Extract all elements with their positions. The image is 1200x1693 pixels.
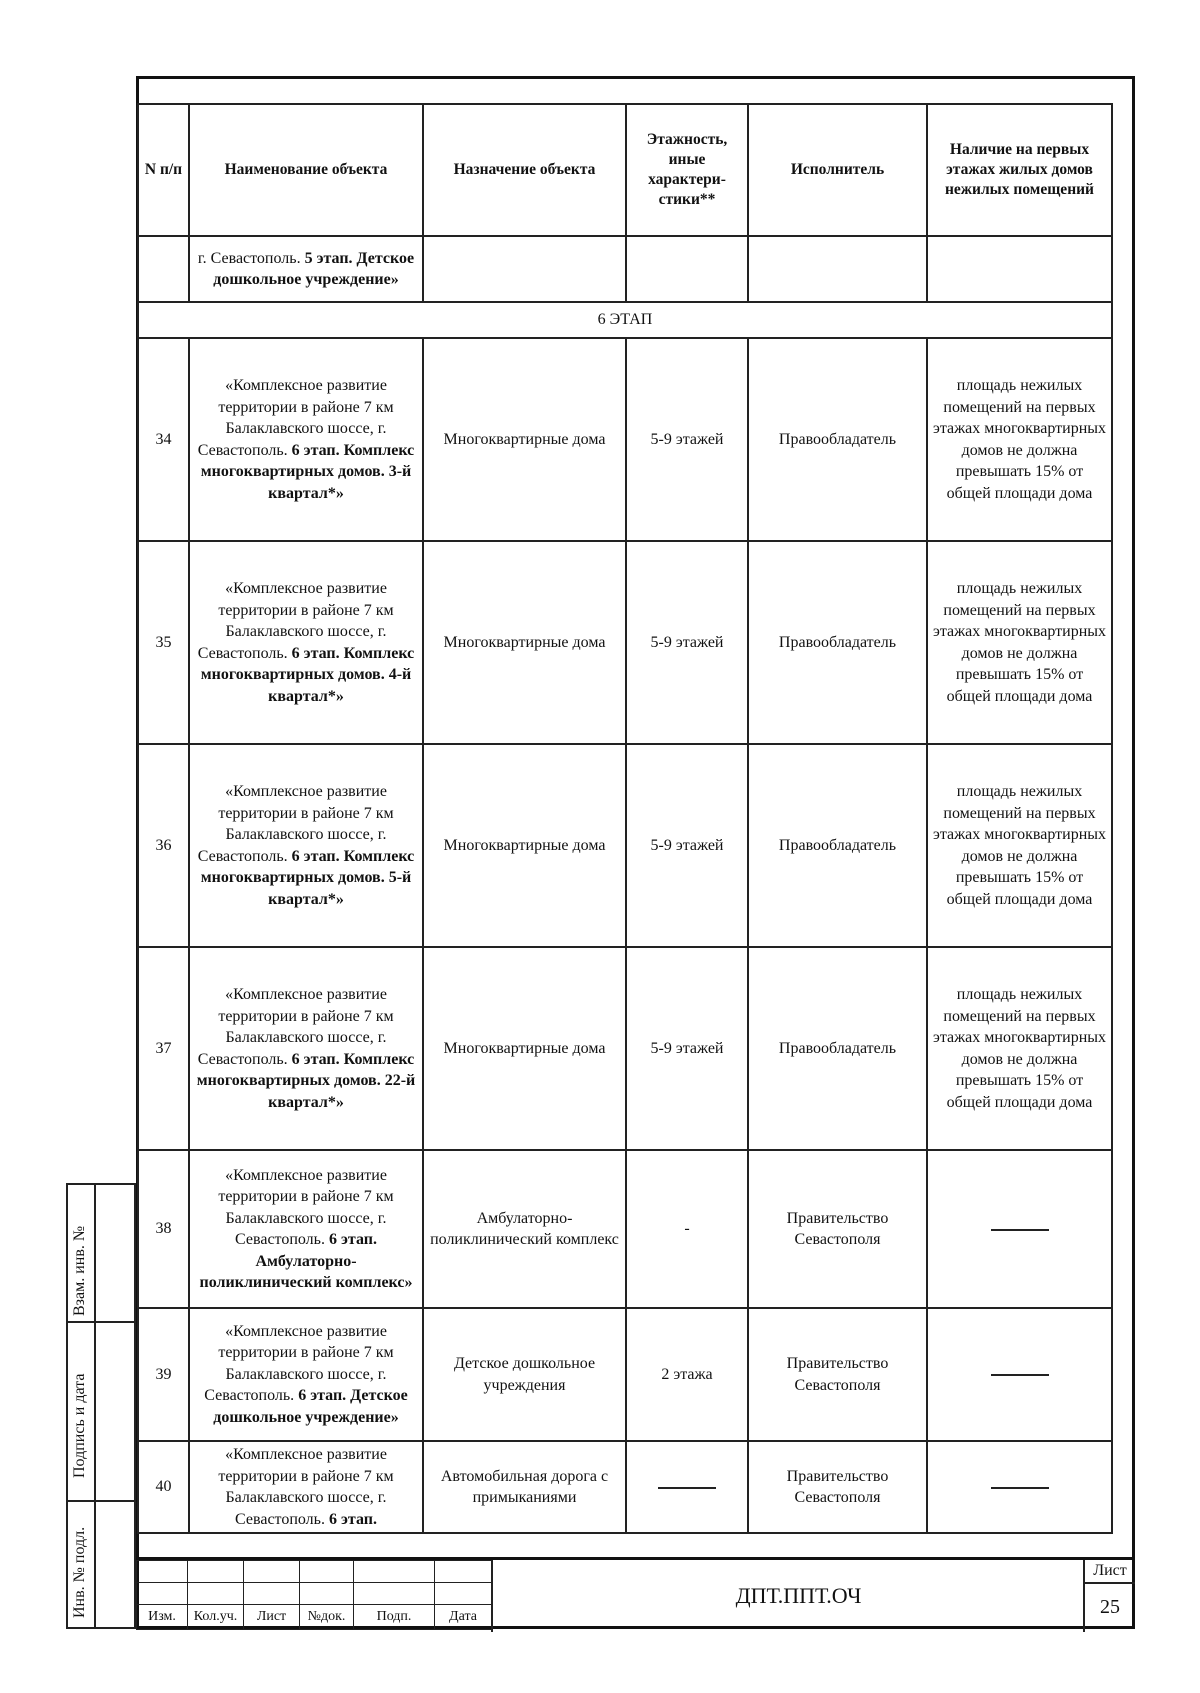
row-number: 34 [138, 338, 189, 541]
row-executor: Правообладатель [748, 947, 927, 1150]
row-nonres [927, 1150, 1112, 1308]
row-nonres: площадь нежилых помещений на первых этажах многоквартирных домов не должна превышать 15% от общей площади дома [927, 947, 1112, 1150]
header-purpose: Назначение объекта [423, 104, 626, 236]
table-row [138, 1308, 1112, 1441]
row-executor: Правообладатель [748, 744, 927, 947]
title-block-labels [137, 1605, 492, 1630]
header-nonres: Наличие на первых этажах жилых домов нежилых помещений [927, 104, 1112, 236]
row-purpose: Многоквартирные дома [423, 744, 626, 947]
row-nonres: площадь нежилых помещений на первых этажах многоквартирных домов не должна превышать 15% от общей площади дома [927, 338, 1112, 541]
carry-over-name: г. Севастополь. 5 этап. Детское дошкольное учреждение» [189, 236, 423, 302]
row-executor: Правительство Севастополя [748, 1150, 927, 1308]
table-row [138, 947, 1112, 1150]
row-executor: Правительство Севастополя [748, 1308, 927, 1441]
row-name: «Комплексное развитие территории в районе 7 км Балаклавского шоссе, г. Севастополь. 6 этап. Детское дошкольное учреждение» [189, 1308, 423, 1441]
table-row [138, 744, 1112, 947]
row-purpose: Детское дошкольное учреждения [423, 1308, 626, 1441]
header-floors: Этажность, иные характери-стики** [626, 104, 748, 236]
row-nonres [927, 1308, 1112, 1441]
row-name: «Комплексное развитие территории в районе 7 км Балаклавского шоссе, г. Севастополь. 6 этап. Амбулаторно-поликлинический комплекс» [189, 1150, 423, 1308]
row-nonres: площадь нежилых помещений на первых этажах многоквартирных домов не должна превышать 15% от общей площади дома [927, 744, 1112, 947]
row-number: 36 [138, 744, 189, 947]
sheet-number: 25 [1100, 1596, 1120, 1618]
row-floors: 5-9 этажей [626, 541, 748, 744]
table-row [138, 541, 1112, 744]
row-purpose: Автомобильная дорога с примыканиями [423, 1441, 626, 1533]
row-floors: 5-9 этажей [626, 744, 748, 947]
row-name: «Комплексное развитие территории в районе 7 км Балаклавского шоссе, г. Севастополь. 6 этап. Комплекс многоквартирных домов. 3-й квартал*» [189, 338, 423, 541]
dash-mark [991, 1374, 1049, 1376]
row-number: 37 [138, 947, 189, 1150]
row-floors: 5-9 этажей [626, 947, 748, 1150]
title-block-col-label: Изм. [137, 1605, 188, 1630]
row-number: 39 [138, 1308, 189, 1441]
objects-table [137, 103, 1113, 1534]
row-purpose: Многоквартирные дома [423, 338, 626, 541]
dash-mark [658, 1487, 716, 1489]
title-block-col-label: Лист [244, 1605, 300, 1630]
row-name: «Комплексное развитие территории в районе 7 км Балаклавского шоссе, г. Севастополь. 6 этап. [189, 1441, 423, 1533]
header-name: Наименование объекта [189, 104, 423, 236]
table-row [138, 338, 1112, 541]
header-n: N п/п [138, 104, 189, 236]
row-purpose: Амбулаторно-поликлинический комплекс [423, 1150, 626, 1308]
row-floors [626, 1441, 748, 1533]
row-nonres: площадь нежилых помещений на первых этажах многоквартирных домов не должна превышать 15% от общей площади дома [927, 541, 1112, 744]
dash-mark [991, 1229, 1049, 1231]
table-row [138, 1441, 1112, 1533]
row-number: 38 [138, 1150, 189, 1308]
row-name: «Комплексное развитие территории в районе 7 км Балаклавского шоссе, г. Севастополь. 6 этап. Комплекс многоквартирных домов. 5-й квартал*» [189, 744, 423, 947]
row-name: «Комплексное развитие территории в районе 7 км Балаклавского шоссе, г. Севастополь. 6 этап. Комплекс многоквартирных домов. 4-й квартал*» [189, 541, 423, 744]
row-name: «Комплексное развитие территории в районе 7 км Балаклавского шоссе, г. Севастополь. 6 этап. Комплекс многоквартирных домов. 22-й квартал*» [189, 947, 423, 1150]
table-row [138, 1150, 1112, 1308]
sheet-box [1083, 1560, 1135, 1632]
row-floors: - [626, 1150, 748, 1308]
row-executor: Правообладатель [748, 338, 927, 541]
side-podpis-label: Подпись и дата [71, 1373, 88, 1478]
sheet-label: Лист [1085, 1560, 1135, 1584]
header-row [138, 104, 1112, 236]
doc-code: ДПТ.ППТ.ОЧ [491, 1560, 1104, 1632]
stage-label: 6 ЭТАП [138, 302, 1112, 338]
title-block-col-label: Дата [435, 1605, 492, 1630]
row-number: 35 [138, 541, 189, 744]
carry-over-row [138, 236, 1112, 302]
stage-row [138, 302, 1112, 338]
dash-mark [991, 1487, 1049, 1489]
side-vzam-label: Взам. инв. № [71, 1225, 88, 1316]
title-block-col-label: Кол.уч. [188, 1605, 244, 1630]
title-block-col-label: №док. [300, 1605, 354, 1630]
row-floors: 2 этажа [626, 1308, 748, 1441]
row-nonres [927, 1441, 1112, 1533]
side-inv-label: Инв. № подл. [71, 1526, 88, 1618]
title-block-grid [136, 1560, 492, 1630]
row-executor: Правообладатель [748, 541, 927, 744]
title-block [136, 1557, 1135, 1629]
row-number: 40 [138, 1441, 189, 1533]
row-purpose: Многоквартирные дома [423, 541, 626, 744]
title-block-col-label: Подп. [354, 1605, 435, 1630]
row-purpose: Многоквартирные дома [423, 947, 626, 1150]
row-executor: Правительство Севастополя [748, 1441, 927, 1533]
header-executor: Исполнитель [748, 104, 927, 236]
row-floors: 5-9 этажей [626, 338, 748, 541]
